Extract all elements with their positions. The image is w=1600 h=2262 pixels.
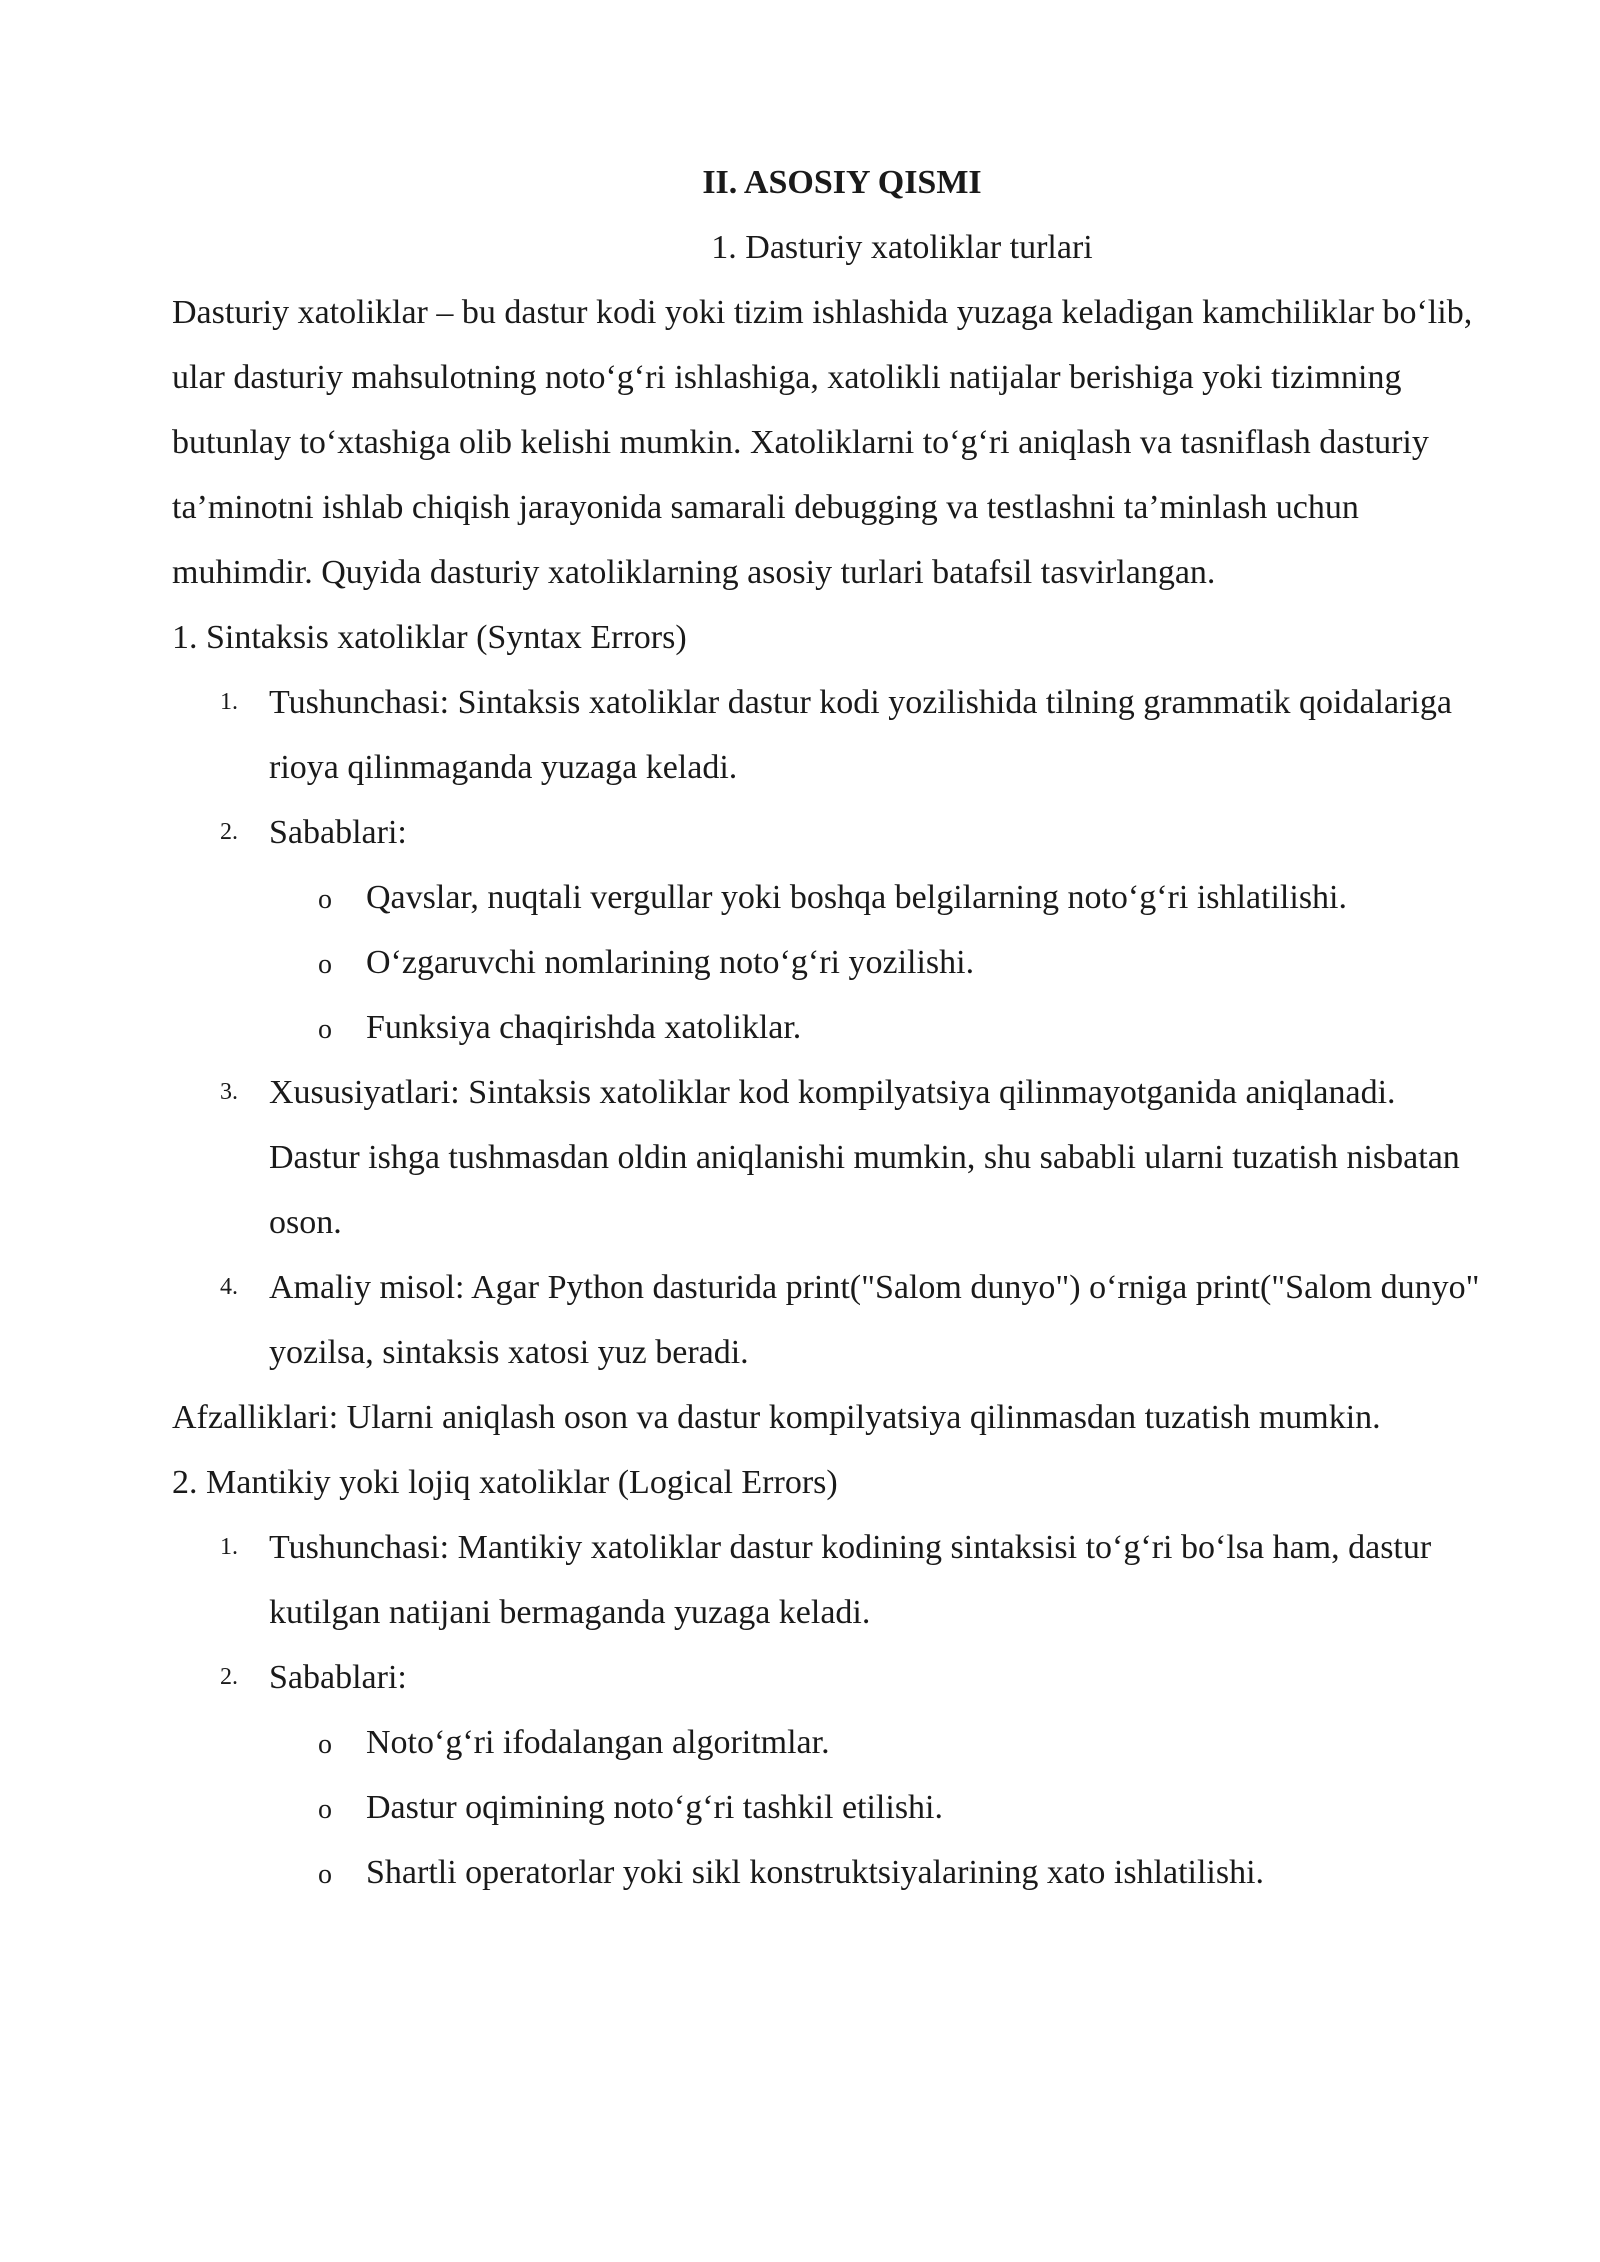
section1-item-4 — [172, 1255, 1492, 1385]
section2-bullet-1 — [172, 1710, 1492, 1775]
section1-heading: 1. Sintaksis xatoliklar (Syntax Errors) — [172, 619, 687, 656]
section2-heading: 2. Mantikiy yoki lojiq xatoliklar (Logical Errors) — [172, 1464, 838, 1501]
list-marker: 3. — [220, 1079, 238, 1105]
section1-bullet-1 — [172, 865, 1492, 930]
section-subtitle: 1. Dasturiy xatoliklar turlari — [711, 229, 1093, 266]
list-marker: 4. — [220, 1274, 238, 1300]
intro-paragraph: Dasturiy xatoliklar – bu dastur kodi yoki tizim ishlashida yuzaga keladigan kamchiliklar bo‘lib, ular dasturiy mahsulotning noto‘g‘ri ishlashiga, xatolikli natijalar berishiga yoki tizimning butunlay to‘xtashiga olib kelishi mumkin. Xatoliklarni to‘g‘ri aniqlash va tasniflash dasturiy ta’minotni ishlab chiqish jarayonida samarali debugging va testlashni ta’minlash uchun muhimdir. Quyida dasturiy xatoliklarning asosiy turlari batafsil tasvirlangan. — [172, 294, 1473, 591]
bullet-text: Qavslar, nuqtali vergullar yoki boshqa belgilarning noto‘g‘ri ishlatilishi. — [366, 879, 1348, 916]
bullet-text: Dastur oqimining noto‘g‘ri tashkil etilishi. — [366, 1789, 944, 1826]
bullet-marker: o — [318, 1794, 332, 1825]
section2-bullet-2 — [172, 1775, 1492, 1840]
page-title: II. ASOSIY QISMI — [702, 164, 982, 201]
bullet-text: O‘zgaruvchi nomlarining noto‘g‘ri yozilishi. — [366, 944, 975, 981]
bullet-marker: o — [318, 1729, 332, 1760]
section2-item-1 — [172, 1515, 1492, 1645]
bullet-marker: o — [318, 949, 332, 980]
list-item-text: Tushunchasi: Sintaksis xatoliklar dastur kodi yozilishida tilning grammatik qoidalariga rioya qilinmaganda yuzaga keladi. — [269, 684, 1452, 786]
section1-bullet-2 — [172, 930, 1492, 995]
bullet-text: Noto‘g‘ri ifodalangan algoritmlar. — [366, 1724, 830, 1761]
section1-item-3 — [172, 1060, 1492, 1255]
section2-bullet-3 — [172, 1840, 1492, 1905]
list-item-text: Amaliy misol: Agar Python dasturida print("Salom dunyo") o‘rniga print("Salom dunyo" yozilsa, sintaksis xatosi yuz beradi. — [269, 1269, 1480, 1371]
list-item-text: Tushunchasi: Mantikiy xatoliklar dastur kodining sintaksisi to‘g‘ri bo‘lsa ham, dastur kutilgan natijani bermaganda yuzaga keladi. — [269, 1529, 1432, 1631]
section1-item-1 — [172, 670, 1492, 800]
list-item-text: Xususiyatlari: Sintaksis xatoliklar kod kompilyatsiya qilinmayotganida aniqlanadi. Dastur ishga tushmasdan oldin aniqlanishi mumkin, shu sababli ularni tuzatish nisbatan oson. — [269, 1074, 1460, 1241]
bullet-text: Shartli operatorlar yoki sikl konstruktsiyalarining xato ishlatilishi. — [366, 1854, 1265, 1891]
section1-bullet-3 — [172, 995, 1492, 1060]
bullet-marker: o — [318, 884, 332, 915]
list-item-text: Sabablari: — [269, 814, 407, 851]
list-marker: 2. — [220, 1664, 238, 1690]
section2-item-2 — [172, 1645, 1492, 1710]
bullet-marker: o — [318, 1014, 332, 1045]
bullet-marker: o — [318, 1859, 332, 1890]
advantages-paragraph: Afzalliklari: Ularni aniqlash oson va dastur kompilyatsiya qilinmasdan tuzatish mumkin. — [172, 1399, 1381, 1436]
section1-item-2 — [172, 800, 1492, 865]
bullet-text: Funksiya chaqirishda xatoliklar. — [366, 1009, 802, 1046]
list-marker: 1. — [220, 689, 238, 715]
list-marker: 1. — [220, 1534, 238, 1560]
document-page — [172, 150, 1492, 1905]
list-marker: 2. — [220, 819, 238, 845]
list-item-text: Sabablari: — [269, 1659, 407, 1696]
